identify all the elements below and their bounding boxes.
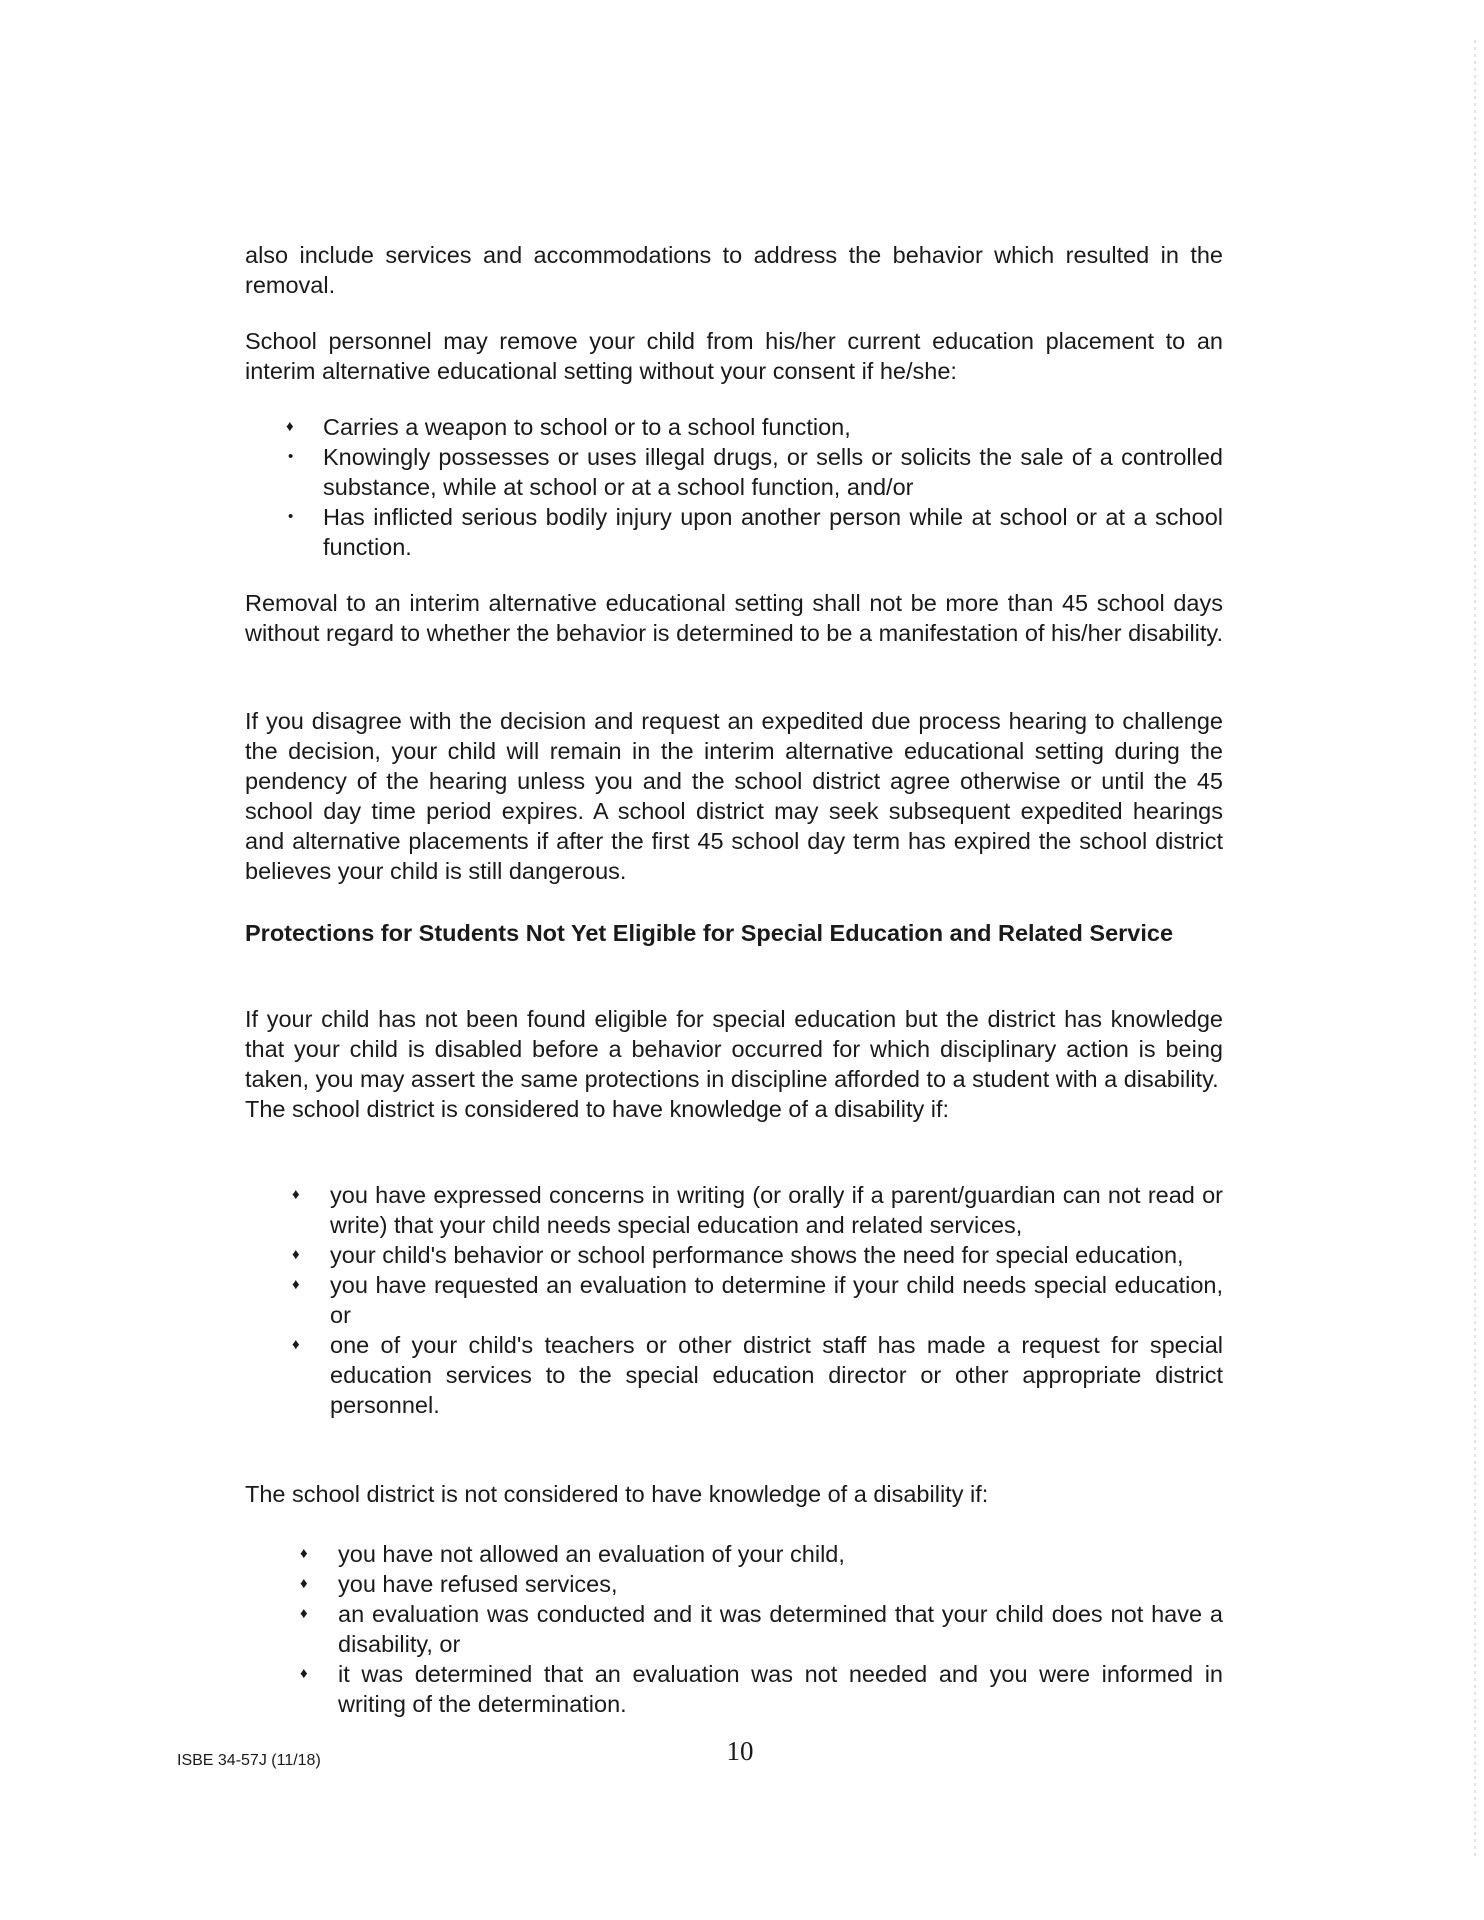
- list-item: ♦ it was determined that an evaluation was not needed and you were informed in writing of the determination.: [300, 1661, 1223, 1717]
- list-item: ♦ Carries a weapon to school or to a school function,: [286, 414, 851, 440]
- diamond-bullet-icon: ♦: [300, 1545, 308, 1562]
- eligible-block: [245, 1004, 1223, 1124]
- page-number: 10: [726, 1736, 754, 1766]
- diamond-bullet-icon: ♦: [292, 1246, 300, 1263]
- intro-paragraph: also include services and accommodations to address the behavior which resulted in the removal.: [245, 242, 1223, 298]
- list-item: • Has inflicted serious bodily injury upon another person while at school or at a school function.: [288, 504, 1223, 560]
- list-item: ♦ you have not allowed an evaluation of your child,: [300, 1541, 845, 1567]
- list-item: ♦ you have expressed concerns in writing (or orally if a parent/guardian can not read or write) that your child needs special education and related services,: [292, 1182, 1223, 1238]
- list-item: • Knowingly possesses or uses illegal drugs, or sells or solicits the sale of a controlled substance, while at school or at a school function, and/or: [288, 444, 1223, 500]
- disagree-block: [245, 706, 1223, 886]
- no-knowledge-block: [245, 1479, 1223, 1509]
- eligible-paragraph: If your child has not been found eligible for special education but the district has knowledge that your child is disabled before a behavior occurred for which disciplinary action is being taken, you may assert the same protections in discipline afforded to a student with a disability.: [245, 1006, 1223, 1092]
- removal-bullet-list: [286, 412, 1223, 562]
- dot-bullet-icon: •: [288, 508, 294, 525]
- limit-paragraph: Removal to an interim alternative educational setting shall not be more than 45 school days without regard to whether the behavior is determined to be a manifestation of his/her disability.: [245, 590, 1223, 646]
- diamond-bullet-icon: ♦: [292, 1336, 300, 1353]
- no-knowledge-lead: The school district is not considered to have knowledge of a disability if:: [245, 1481, 989, 1507]
- list-item: ♦ you have requested an evaluation to determine if your child needs special education, or: [292, 1272, 1223, 1328]
- list-item: ♦ you have refused services,: [300, 1571, 618, 1597]
- diamond-bullet-icon: ♦: [292, 1186, 300, 1203]
- form-code: ISBE 34-57J (11/18): [177, 1752, 321, 1769]
- diamond-bullet-icon: ♦: [286, 418, 294, 435]
- diamond-bullet-icon: ♦: [300, 1665, 308, 1682]
- removal-paragraph: School personnel may remove your child from his/her current education placement to an interim alternative educational setting without your consent if he/she:: [245, 328, 1223, 384]
- list-item: ♦ an evaluation was conducted and it was determined that your child does not have a disability, or: [300, 1601, 1223, 1657]
- no-knowledge-bullet-list: [300, 1539, 1223, 1719]
- limit-block: [245, 588, 1223, 648]
- diamond-bullet-icon: ♦: [292, 1276, 300, 1293]
- intro-block: [245, 240, 1223, 300]
- list-item: ♦ one of your child's teachers or other district staff has made a request for special education services to the special education director or other appropriate district personnel.: [292, 1332, 1223, 1418]
- diamond-bullet-icon: ♦: [300, 1575, 308, 1592]
- section-heading: Protections for Students Not Yet Eligible for Special Education and Related Service: [245, 920, 1174, 946]
- section-heading-block: [245, 918, 1223, 948]
- list-item: ♦ your child's behavior or school performance shows the need for special education,: [292, 1242, 1184, 1268]
- diamond-bullet-icon: ♦: [300, 1605, 308, 1622]
- knowledge-bullet-list: [292, 1180, 1223, 1420]
- knowledge-lead: The school district is considered to have knowledge of a disability if:: [245, 1096, 950, 1122]
- removal-block: [245, 326, 1223, 386]
- dot-bullet-icon: •: [288, 448, 294, 465]
- scan-edge: [1474, 40, 1476, 1860]
- disagree-paragraph: If you disagree with the decision and request an expedited due process hearing to challenge the decision, your child will remain in the interim alternative educational setting during the pendency of the hearing unless you and the school district agree otherwise or until the 45 school day time period expires. A school district may seek subsequent expedited hearings and alternative placements if after the first 45 school day term has expired the school district believes your child is still dangerous.: [245, 708, 1223, 884]
